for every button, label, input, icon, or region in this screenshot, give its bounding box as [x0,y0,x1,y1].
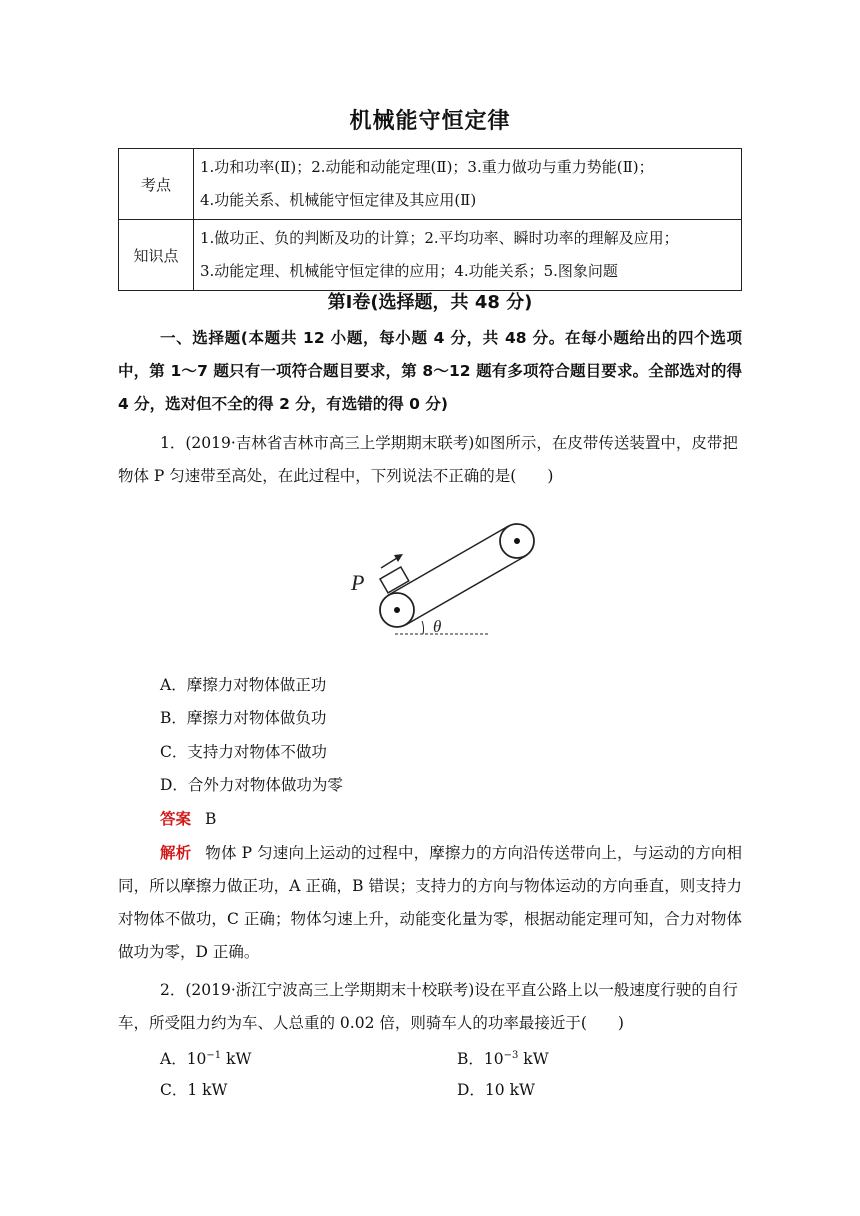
object-label: P [351,570,365,595]
lower-pulley-axle [394,607,400,613]
q1-option-c: C．支持力对物体不做功 [160,743,327,761]
instructions: 一、选择题(本题共 12 小题，每小题 4 分，共 48 分。在每小题给出的四个选项中，第 1～7 题只有一项符合题目要求，第 8～12 题有多项符合题目要求。全部选对的得 4 分，选对但不全的得 2 分，有选错的得 0 分) [118,329,742,413]
angle-arc [422,621,424,634]
document-title: 机械能守恒定律 [349,109,511,134]
table-value [194,220,742,291]
q1-option-b: B．摩擦力对物体做负功 [160,709,327,727]
section-title: 第Ⅰ卷(选择题，共 48 分) [327,292,533,313]
belt-lower-edge [406,556,526,625]
belt-upper-edge [389,526,509,595]
q2-option-d: D．10 kW [457,1081,535,1099]
topic-table [118,148,742,291]
q1-option-a: A．摩擦力对物体做正功 [160,676,327,694]
answer-value: B [205,810,217,828]
answer-label: 答案 [160,810,192,828]
table-line: 1.做功正、负的判断及功的计算；2.平均功率、瞬时功率的理解及应用； [200,229,679,247]
answer-row [160,804,216,834]
motion-arrow-head [394,554,403,562]
motion-arrow [381,558,397,568]
analysis-label: 解析 [160,844,192,862]
q2-option-c: C．1 kW [160,1081,228,1099]
analysis [118,837,742,969]
table-row [119,220,742,291]
q2-option-b: B．$10^{-3}$ kW [457,1050,549,1069]
angle-label: θ [433,617,442,636]
table-line: 3.动能定理、机械能守恒定律的应用；4.功能关系；5.图象问题 [200,262,618,280]
upper-pulley-axle [514,538,520,544]
question-1-stem: 1．(2019·吉林省吉林市高三上学期期末联考)如图所示，在皮带传送装置中，皮带把物体 P 匀速带至高处，在此过程中，下列说法不正确的是( ) [118,434,738,485]
table-row [119,149,742,220]
object-block [380,567,409,593]
table-key: 考点 [119,149,194,220]
table-value [194,149,742,220]
analysis-text: 物体 P 匀速向上运动的过程中，摩擦力的方向沿传送带向上，与运动的方向相同，所以摩擦力做正功，A 正确，B 错误；支持力的方向与物体运动的方向垂直，则支持力对物体不做功，C 正确；物体匀速上升，动能变化量为零，根据动能定理可知，合力对物体做功为零，D 正确。 [118,844,742,961]
q2-option-a: A．$10^{-1}$ kW [160,1050,252,1069]
question-2-stem: 2．(2019·浙江宁波高三上学期期末十校联考)设在平直公路上以一般速度行驶的自行车，所受阻力约为车、人总重的 0.02 倍，则骑车人的功率最接近于( ) [118,981,738,1032]
conveyor-belt-figure [345,510,545,645]
table-line: 1.功和功率(Ⅱ)；2.动能和动能定理(Ⅱ)；3.重力做功与重力势能(Ⅱ)； [200,158,654,176]
q1-option-d: D．合外力对物体做功为零 [160,776,343,794]
table-line: 4.功能关系、机械能守恒定律及其应用(Ⅱ) [200,191,477,209]
table-key: 知识点 [119,220,194,291]
